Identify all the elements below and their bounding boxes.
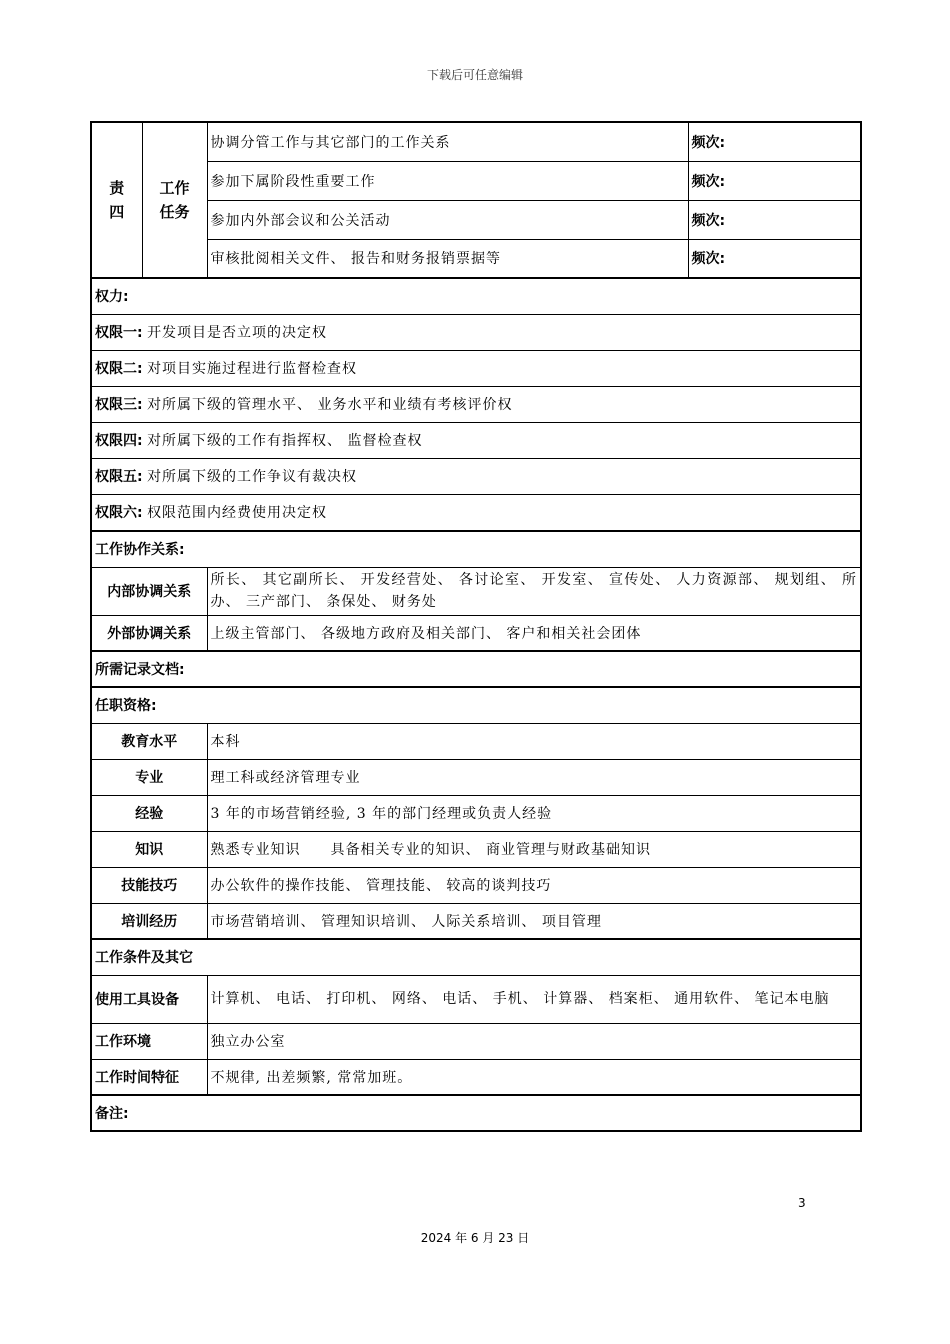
task-item: 协调分管工作与其它部门的工作关系 <box>207 122 688 161</box>
power-label: 权限六: <box>95 505 143 522</box>
frequency-label: 频次: <box>688 161 861 200</box>
power-row <box>91 314 861 350</box>
power-row <box>91 494 861 531</box>
condition-label: 工作环境 <box>91 1023 207 1059</box>
power-text: 开发项目是否立项的决定权 <box>147 325 328 341</box>
power-row <box>91 350 861 386</box>
power-label: 权限二: <box>95 361 143 377</box>
external-coordination-label: 外部协调关系 <box>91 615 207 651</box>
task-item: 参加内外部会议和公关活动 <box>207 200 688 239</box>
external-coordination-text: 上级主管部门、 各级地方政府及相关部门、 客户和相关社会团体 <box>207 615 861 651</box>
qualification-label: 经验 <box>91 795 207 831</box>
frequency-label: 频次: <box>688 122 861 161</box>
task-item: 参加下属阶段性重要工作 <box>207 161 688 200</box>
condition-text: 不规律, 出差频繁, 常常加班。 <box>207 1059 861 1095</box>
records-title: 所需记录文档: <box>91 651 861 687</box>
duty-label <box>91 122 142 278</box>
condition-label: 使用工具设备 <box>91 975 207 1023</box>
qualification-label: 专业 <box>91 759 207 795</box>
qualification-text: 3 年的市场营销经验, 3 年的部门经理或负责人经验 <box>207 795 861 831</box>
power-row <box>91 422 861 458</box>
frequency-label: 频次: <box>688 239 861 278</box>
qualification-label: 教育水平 <box>91 723 207 759</box>
power-label: 权限三: <box>95 397 143 413</box>
power-row <box>91 458 861 494</box>
qualification-text: 理工科或经济管理专业 <box>207 759 861 795</box>
conditions-title: 工作条件及其它 <box>91 939 861 975</box>
power-label: 权限五: <box>95 469 143 485</box>
power-text: 对所属下级的工作有指挥权、 监督检查权 <box>147 433 423 449</box>
qualification-label: 培训经历 <box>91 903 207 939</box>
power-row <box>91 386 861 422</box>
remarks-title: 备注: <box>91 1095 861 1131</box>
cooperation-title: 工作协作关系: <box>91 531 861 567</box>
qualification-label: 技能技巧 <box>91 867 207 903</box>
qualification-text: 办公软件的操作技能、 管理技能、 较高的谈判技巧 <box>207 867 861 903</box>
power-label: 权限四: <box>95 433 143 449</box>
power-text: 权限范围内经费使用决定权 <box>147 505 328 522</box>
task-label-text: 工作 任务 <box>159 179 190 221</box>
condition-text: 独立办公室 <box>207 1023 861 1059</box>
qualification-text: 熟悉专业知识 具备相关专业的知识、 商业管理与财政基础知识 <box>207 831 861 867</box>
header-note: 下载后可任意编辑 <box>426 68 523 82</box>
duty-label-text: 责 四 <box>109 179 125 221</box>
condition-text: 计算机、 电话、 打印机、 网络、 电话、 手机、 计算器、 档案柜、 通用软件、 笔记本电脑 <box>207 975 861 1023</box>
qualification-text: 本科 <box>207 723 861 759</box>
condition-label: 工作时间特征 <box>91 1059 207 1095</box>
job-description-table <box>90 121 862 1132</box>
internal-coordination-label: 内部协调关系 <box>91 567 207 615</box>
qualifications-title: 任职资格: <box>91 687 861 723</box>
qualification-label: 知识 <box>91 831 207 867</box>
page-number: 3 <box>798 1196 806 1210</box>
footer-date: 2024 年 6 月 23 日 <box>420 1231 530 1245</box>
power-text: 对所属下级的管理水平、 业务水平和业绩有考核评价权 <box>147 397 513 413</box>
power-text: 对项目实施过程进行监督检查权 <box>147 361 358 377</box>
power-text: 对所属下级的工作争议有裁决权 <box>147 469 358 485</box>
power-label: 权限一: <box>95 325 143 341</box>
qualification-text: 市场营销培训、 管理知识培训、 人际关系培训、 项目管理 <box>207 903 861 939</box>
powers-title: 权力: <box>91 278 861 314</box>
internal-coordination-text: 所长、 其它副所长、 开发经营处、 各讨论室、 开发室、 宣传处、 人力资源部、 规划组、 所办、 三产部门、 条保处、 财务处 <box>207 567 861 615</box>
task-item: 审核批阅相关文件、 报告和财务报销票据等 <box>207 239 688 278</box>
task-label <box>142 122 207 278</box>
frequency-label: 频次: <box>688 200 861 239</box>
